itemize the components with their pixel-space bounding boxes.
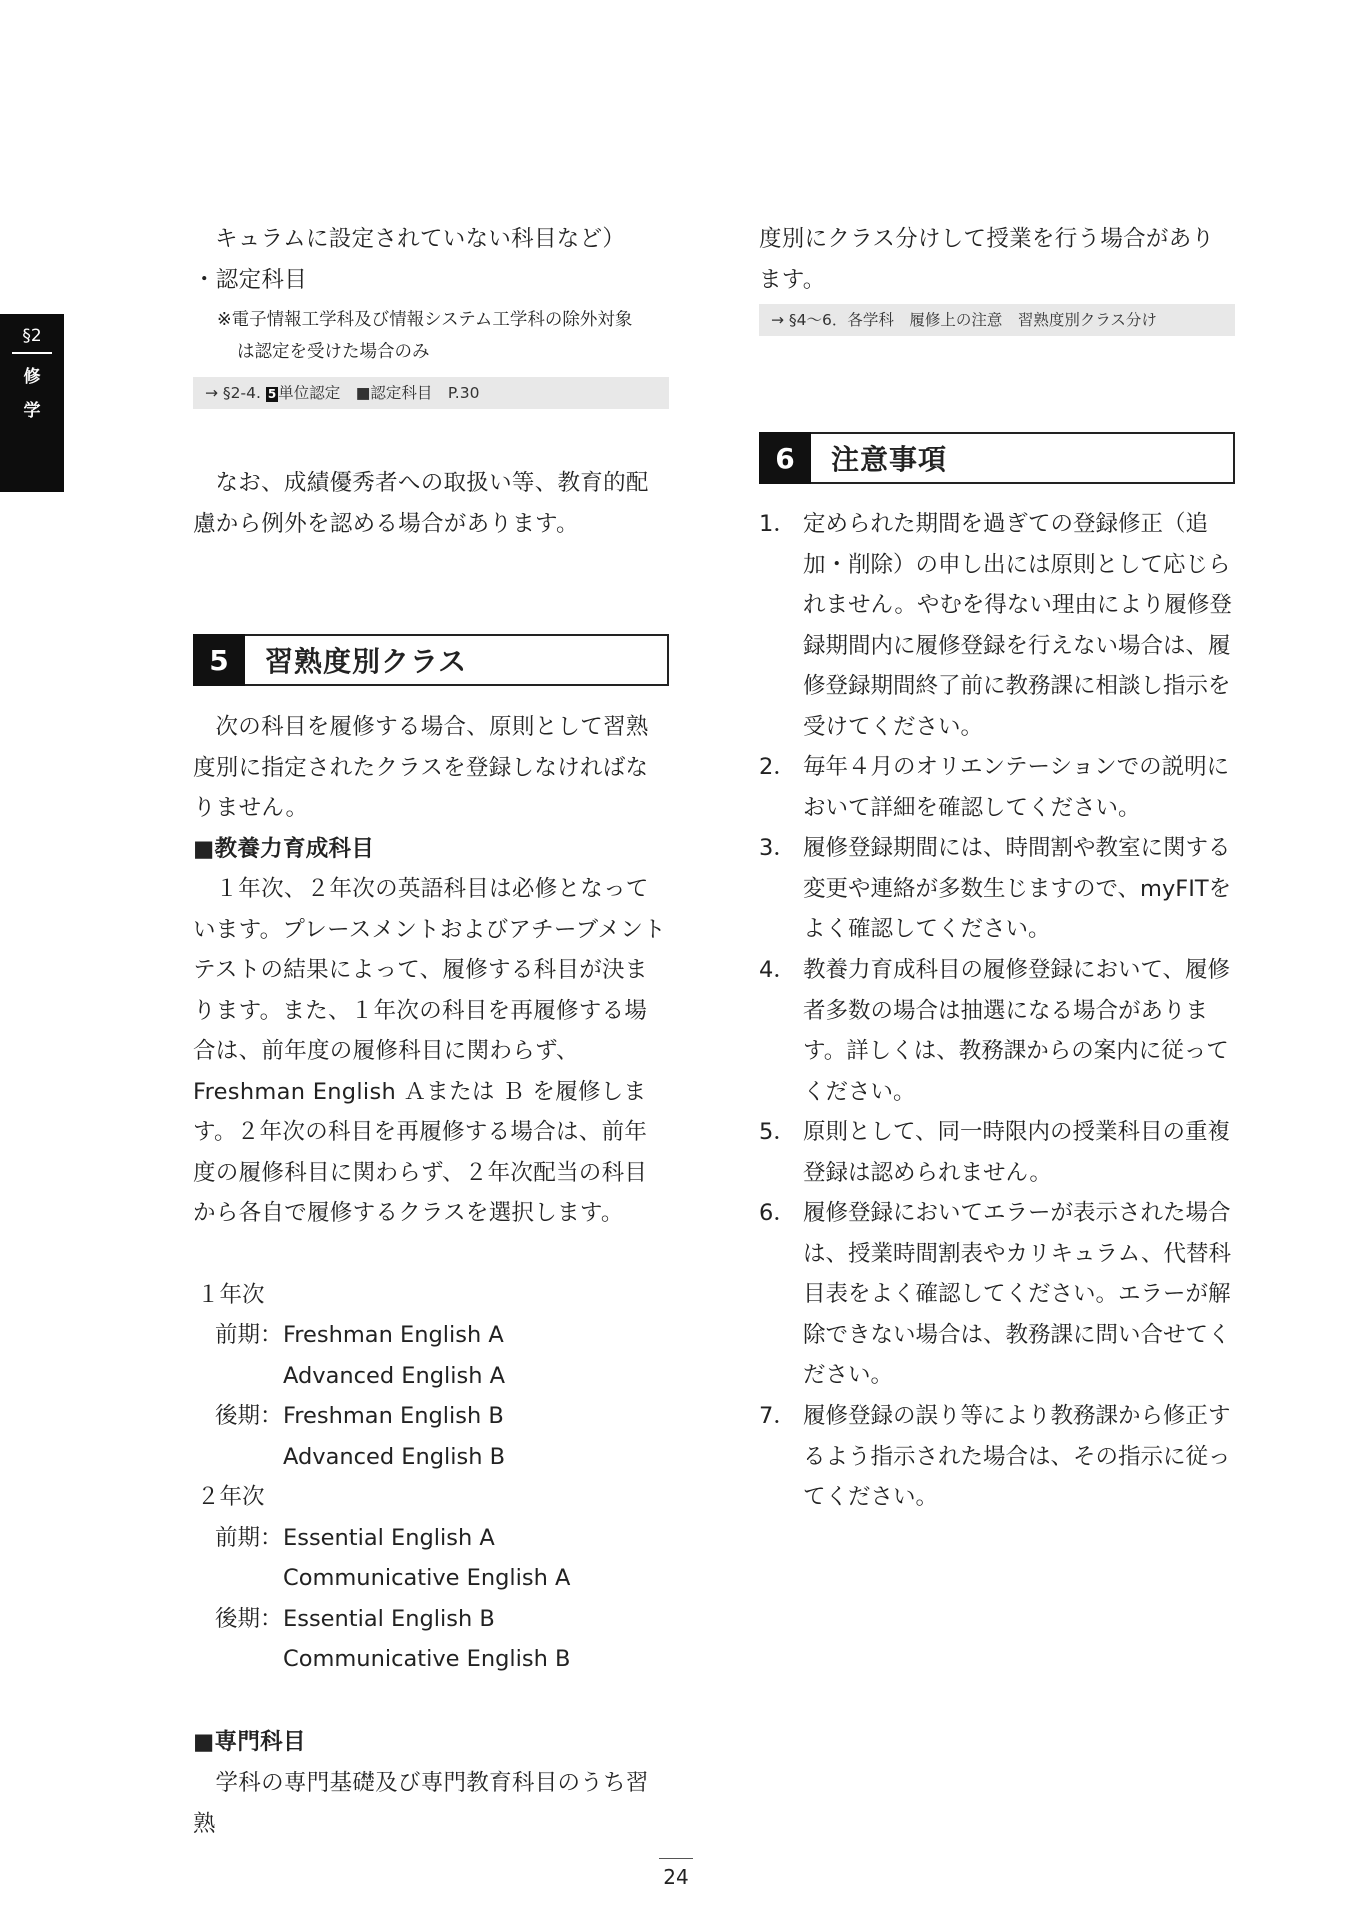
subheading-general-education: ■教養力育成科目 bbox=[193, 836, 375, 862]
year-1-second-course-2: Advanced English B bbox=[283, 1444, 506, 1470]
year-1-second-course-1: Freshman English B bbox=[283, 1403, 504, 1429]
section-6-heading bbox=[759, 432, 1235, 484]
section-6-number: 6 bbox=[759, 432, 811, 484]
year-1-first-term-label: 前期： bbox=[215, 1322, 283, 1348]
section-5-heading bbox=[193, 634, 669, 686]
intro-paragraph: 次の科目を履修する場合、原則として習熟度別に指定されたクラスを登録しなければなりません。 bbox=[193, 714, 649, 821]
notice-item-text: 定められた期間を過ぎての登録修正（追加・削除）の申し出には原則として応じられません。やむを得ない理由により履修登録期間内に履修登録を行えない場合は、履修登録期間終了前に教務課に相談し指示を受けてください。 bbox=[803, 511, 1232, 740]
continued-line: キュラムに設定されていない科目など） bbox=[215, 226, 626, 252]
notice-item-text: 毎年４月のオリエンテーションでの説明において詳細を確認してください。 bbox=[803, 754, 1230, 821]
year-2-first-term-label: 前期： bbox=[215, 1525, 283, 1551]
section-6-title: 注意事項 bbox=[831, 443, 948, 476]
notice-item-text: 教養力育成科目の履修登録において、履修者多数の場合は抽選になる場合があります。詳しくは、教務課からの案内に従ってください。 bbox=[803, 957, 1231, 1105]
year-2-second-course-2: Communicative English B bbox=[283, 1646, 571, 1672]
notice-item-text: 履修登録においてエラーが表示された場合は、授業時間割表やカリキュラム、代替科目表をよく確認してください。エラーが解除できない場合は、教務課に問い合せてください。 bbox=[803, 1200, 1231, 1388]
bullet-recognized-subjects: ・認定科目 bbox=[193, 267, 308, 293]
subheading-major-subjects: ■専門科目 bbox=[193, 1729, 306, 1755]
cross-reference-credit[interactable] bbox=[193, 377, 669, 409]
year-1-first-course-2: Advanced English A bbox=[283, 1363, 506, 1389]
ref-number-badge: 5 bbox=[267, 387, 277, 401]
notice-item-number: 3． bbox=[759, 835, 796, 861]
page-number: 24 bbox=[659, 1858, 693, 1889]
year-2-first-course-1: Essential English A bbox=[283, 1525, 495, 1551]
general-education-paragraph: １年次、２年次の英語科目は必修となっています。プレースメントおよびアチーブメントテストの結果によって、履修する科目が決まります。また、１年次の科目を再履修する場合は、前年度の履修科目に関わらず、Freshman English Ａまたは Ｂ を履修します。２年次の科目を再履修する場合は、前年度の履修科目に関わらず、２年次配当の科目から各自で履修するクラスを選択します。 bbox=[193, 876, 666, 1226]
major-subjects-paragraph: 学科の専門基礎及び専門教育科目のうち習熟 bbox=[193, 1770, 649, 1837]
section-5-number: 5 bbox=[193, 634, 245, 686]
year-2-second-term-label: 後期： bbox=[215, 1606, 283, 1632]
notice-item-number: 4． bbox=[759, 957, 796, 983]
notice-item-3 bbox=[759, 828, 1235, 950]
ref-rest: 単位認定 ■認定科目 P.30 bbox=[278, 384, 480, 402]
note-line-1: ※電子情報工学科及び情報システム工学科の除外対象 bbox=[217, 310, 633, 330]
year-2-second-course-1: Essential English B bbox=[283, 1606, 495, 1632]
section-char-2: 学 bbox=[23, 401, 41, 421]
notice-item-number: 2． bbox=[759, 754, 796, 780]
notice-item-text: 原則として、同一時限内の授業科目の重複登録は認められません。 bbox=[803, 1119, 1231, 1186]
section-side-tab bbox=[0, 314, 64, 492]
notice-item-number: 6． bbox=[759, 1200, 796, 1226]
year-1-second-term-label: 後期： bbox=[215, 1403, 283, 1429]
notice-item-text: 履修登録期間には、時間割や教室に関する変更や連絡が多数生じますので、myFITをよく確認してください。 bbox=[803, 835, 1232, 942]
section-char-1: 修 bbox=[23, 367, 41, 387]
notice-item-2 bbox=[759, 747, 1235, 828]
notice-item-7 bbox=[759, 1396, 1235, 1518]
notice-item-4 bbox=[759, 950, 1235, 1112]
notice-item-number: 5． bbox=[759, 1119, 796, 1145]
notice-item-5 bbox=[759, 1112, 1235, 1193]
year-2-first-course-2: Communicative English A bbox=[283, 1565, 571, 1591]
notice-item-text: 履修登録の誤り等により教務課から修正するよう指示された場合は、その指示に従ってください。 bbox=[803, 1403, 1231, 1510]
note-line-2: は認定を受けた場合のみ bbox=[237, 342, 430, 362]
side-tab-divider bbox=[12, 352, 52, 354]
notice-item-number: 1． bbox=[759, 511, 796, 537]
section-5-title: 習熟度別クラス bbox=[265, 645, 468, 678]
exception-paragraph: なお、成績優秀者への取扱い等、教育的配慮から例外を認める場合があります。 bbox=[193, 470, 649, 537]
year-1-first-course-1: Freshman English A bbox=[283, 1322, 504, 1348]
cross-reference-departments[interactable]: → §4〜6．各学科 履修上の注意 習熟度別クラス分け bbox=[759, 304, 1235, 336]
ref-prefix: → §2-4. bbox=[205, 384, 261, 402]
year-2-label: ２年次 bbox=[197, 1484, 265, 1510]
year-1-label: １年次 bbox=[197, 1282, 265, 1308]
notice-item-number: 7． bbox=[759, 1403, 796, 1429]
notice-item-1 bbox=[759, 504, 1235, 747]
notice-item-6 bbox=[759, 1193, 1235, 1396]
continued-paragraph: 度別にクラス分けして授業を行う場合があります。 bbox=[759, 226, 1215, 293]
section-number-label: §2 bbox=[22, 326, 42, 346]
